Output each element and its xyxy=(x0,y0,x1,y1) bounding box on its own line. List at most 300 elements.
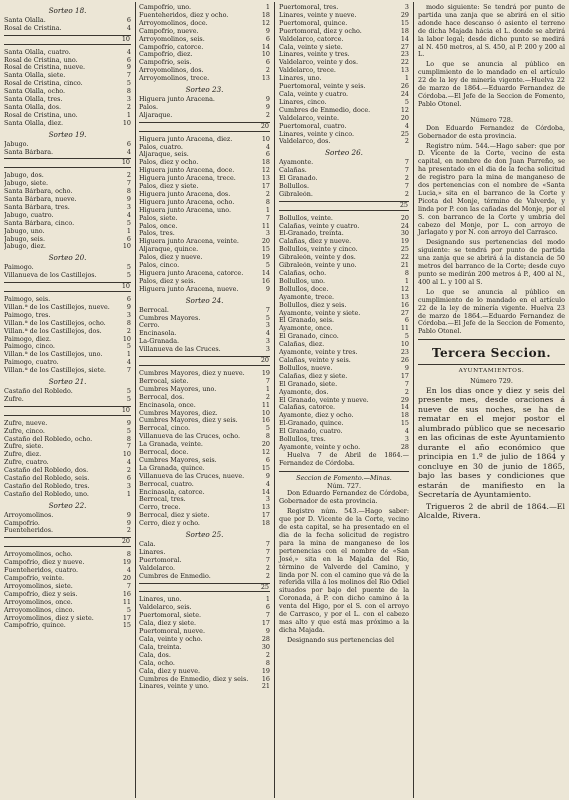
entry-number: 17 xyxy=(261,512,270,520)
entry-name: Aljaraque. xyxy=(139,111,173,119)
entry-name: Linares, veinte y tres. xyxy=(279,51,350,59)
entry-name: Arroyomolinos. xyxy=(4,511,54,519)
entry-number: 6 xyxy=(126,140,131,148)
paragraph: Registro núm. 543.—Hago saber: que por D. Vicente de la Corte, vecino de esta capital, se ha presentado en el dia de la fecha solicitud de registro para la mina de manganeso de los pertenencias con el nombre de «San José,» sita en la Majada del Rio, término de Valverde del Camino, y linda por N. con el camino que vá de la referida villa á los molinos del Rio Odiel situados por bajo del puente de la Coronada, á P. con dicho camino á la venta del Higo, por el S. con el arroyo de Carrasco, y por el L. con el cabezo mas alto y que está mas próximo a la dicha Majada. xyxy=(279,507,409,634)
entry-name: Zufre, diez. xyxy=(4,451,42,459)
entry-name: Gibraleón, veinte y dos. xyxy=(279,254,356,262)
entry-number: 10 xyxy=(261,51,270,59)
paragraph: Designando sus pertenencias del xyxy=(287,635,394,644)
list-item xyxy=(139,159,270,167)
entry-number: 30 xyxy=(261,643,270,651)
entry-number: 15 xyxy=(261,464,270,472)
list-item xyxy=(139,346,270,354)
sorteo-total xyxy=(4,537,131,547)
entry-number: 1 xyxy=(265,4,270,11)
entry-name: Villan.ª de los Castillejos, dos. xyxy=(4,327,102,335)
column-divider xyxy=(135,2,136,798)
entry-number: 5 xyxy=(126,272,131,280)
list-item xyxy=(139,175,270,183)
entry-name: Cala, treinta. xyxy=(139,643,182,651)
entry-name: El Granado, siete. xyxy=(279,380,338,388)
sorteo-total xyxy=(4,158,131,168)
entry-name: Linares, veinte y nueve. xyxy=(279,11,357,19)
entry-name: Ayamonte, veinte y ocho. xyxy=(279,443,361,451)
entry-number: 15 xyxy=(400,420,409,428)
entry-number: 3 xyxy=(265,496,270,504)
list-item xyxy=(139,191,270,199)
entry-number: 1 xyxy=(126,111,131,119)
entry-name: Rosal de Cristina, uno. xyxy=(4,111,78,119)
total-number: 25 xyxy=(260,582,269,591)
entry-name: Valdelarco, catorce. xyxy=(279,35,344,43)
sorteo-heading: Sorteo 21. xyxy=(48,377,87,387)
entry-number: 8 xyxy=(265,433,270,441)
entry-name: Cala, ocho. xyxy=(139,659,175,667)
entry-number: 27 xyxy=(400,309,409,317)
entry-name: Santa Olalla, ocho. xyxy=(4,88,66,96)
list-item xyxy=(139,144,270,152)
list-item xyxy=(139,596,270,604)
sorteo-heading: Sorteo 18. xyxy=(48,6,87,15)
entry-name: Aljaraque, quince. xyxy=(139,246,199,254)
entry-number: 4 xyxy=(404,428,409,436)
entry-number: 18 xyxy=(261,11,270,19)
column-divider xyxy=(413,2,414,798)
entry-number: 7 xyxy=(265,214,270,222)
list-item xyxy=(279,286,409,294)
column-divider xyxy=(274,2,275,798)
entry-name: Puertomoral, siete. xyxy=(139,612,202,620)
entry-name: Bollullos. xyxy=(279,182,309,190)
entry-name: Cumbres Mayores, diez y nueve. xyxy=(139,369,245,377)
entry-name: Paimogo, cuatro. xyxy=(4,359,59,367)
list-item xyxy=(139,96,270,104)
entry-name: Encinasola, catorce. xyxy=(139,488,205,496)
entry-name: Encinasola. xyxy=(139,330,177,338)
entry-name: Santa Bárbara, ocho. xyxy=(4,188,73,196)
sorteo-total xyxy=(4,35,131,45)
entry-name: Berrocal, siete. xyxy=(139,377,189,385)
list-item xyxy=(4,367,131,375)
entry-number: 17 xyxy=(261,183,270,191)
list-item xyxy=(279,138,409,146)
sorteo-total xyxy=(279,201,409,211)
entry-number: 14 xyxy=(261,270,270,277)
entry-number: 2 xyxy=(404,138,409,146)
entry-name: Higuera junto Aracena, veinte. xyxy=(139,238,239,246)
entry-number: 2 xyxy=(265,651,270,659)
list-item xyxy=(4,527,131,535)
paragraph: En los dias once y diez y seis del presente mes, desde oraciones á nueve de sus noches, se ha de rematar en el mejor postor el alumbrado público que se necesario en las oficinas de este Ayuntamiento durante el año económico que principia en 1.º de julio de 1864 y concluye en 30 de junio de 1865, bajo las bases y condiciones que estarán de manifiesto en la Secretaría de Ayuntamiento. xyxy=(418,385,565,500)
entry-number: 24 xyxy=(400,222,409,230)
entry-name: Villanueva de las Cruces, nueve. xyxy=(139,472,245,480)
list-item xyxy=(139,246,270,254)
entry-name: Puertomoral, quince. xyxy=(279,19,348,27)
list-item xyxy=(139,330,270,338)
entry-number: 23 xyxy=(400,51,409,59)
entry-name: Linares, uno. xyxy=(279,75,322,83)
list-item xyxy=(139,207,270,215)
entry-number: 10 xyxy=(122,451,131,459)
list-item xyxy=(279,397,409,405)
entry-name: Villan.ª de los Castillejos, nueve. xyxy=(4,303,110,311)
entry-number: 15 xyxy=(261,246,270,254)
list-item xyxy=(4,212,131,220)
entry-number: 7 xyxy=(404,159,409,167)
list-item xyxy=(279,310,409,318)
entry-name: Berrocal, dos. xyxy=(139,393,185,401)
list-item xyxy=(279,36,409,44)
entry-name: Cala, veinte y cuatro. xyxy=(279,90,349,98)
list-item xyxy=(279,67,409,75)
entry-name: Jabugo, dos. xyxy=(4,172,44,180)
entry-name: Santa Olalla, tres. xyxy=(4,96,63,104)
list-item xyxy=(139,67,270,75)
sorteo-heading: Sorteo 22. xyxy=(48,500,87,510)
entry-name: Castaño del Robledo, uno. xyxy=(4,490,89,498)
total-number: 25 xyxy=(399,200,408,209)
entry-name: Fuenteheridos, diez y ocho. xyxy=(139,11,229,19)
entry-name: Arroyomolinos, dos. xyxy=(139,67,204,75)
list-item xyxy=(4,220,131,228)
entry-name: Cerro, trece. xyxy=(139,504,181,512)
list-item xyxy=(279,341,409,349)
entry-number: 21 xyxy=(400,262,409,270)
entry-name: Higuera junto Aracena, trece. xyxy=(139,175,236,183)
entry-number: 14 xyxy=(261,488,270,496)
list-item xyxy=(139,322,270,330)
list-item xyxy=(4,567,131,575)
entry-name: Ayamonte. xyxy=(279,159,314,167)
entry-number: 5 xyxy=(126,395,131,403)
list-item xyxy=(4,264,131,272)
entry-name: Higuera junto Aracena, doce. xyxy=(139,167,235,175)
entry-number: 26 xyxy=(400,83,409,91)
entry-number: 4 xyxy=(126,48,131,56)
list-item xyxy=(139,417,270,425)
list-item xyxy=(4,328,131,336)
entry-name: Puertomoral, nueve. xyxy=(139,628,205,636)
list-item xyxy=(4,80,131,88)
entry-name: Calañas, diez. xyxy=(279,341,325,349)
entry-name: La Granada, quince. xyxy=(139,464,205,472)
entry-name: Zufre, siete. xyxy=(4,443,44,451)
entry-number: 16 xyxy=(400,301,409,309)
sorteo-total xyxy=(4,406,131,416)
list-item xyxy=(279,262,409,270)
list-item xyxy=(279,238,409,246)
entry-number: 4 xyxy=(126,567,131,575)
list-item xyxy=(4,25,131,33)
entry-number: 8 xyxy=(404,270,409,277)
entry-number: 14 xyxy=(400,35,409,43)
entry-name: Villanueva de los Castillejos. xyxy=(4,272,97,280)
entry-number: 19 xyxy=(122,559,131,567)
list-item xyxy=(139,199,270,207)
list-item xyxy=(4,96,131,104)
entry-name: Arroyomolinos, seis. xyxy=(139,35,205,43)
list-item xyxy=(139,565,270,573)
list-item xyxy=(4,351,131,359)
entry-name: Bollullos, veinte. xyxy=(279,214,333,222)
list-item xyxy=(4,243,131,251)
entry-name: Castaño del Robledo, tres. xyxy=(4,482,90,490)
list-item xyxy=(279,175,409,183)
entry-number: 6 xyxy=(404,317,409,325)
entry-name: Valdelarco. xyxy=(139,564,176,572)
entry-number: 9 xyxy=(265,95,270,103)
list-item xyxy=(139,4,270,12)
entry-name: Rosal de Cristina, nueve. xyxy=(4,64,86,72)
entry-number: 11 xyxy=(400,325,409,333)
entry-name: Paimogo, seis. xyxy=(4,296,51,303)
entry-number: 20 xyxy=(122,575,131,582)
entry-name: Castaño del Robledo. xyxy=(4,387,73,395)
entry-name: Palos, once. xyxy=(139,222,178,230)
list-item xyxy=(139,620,270,628)
entry-number: 3 xyxy=(265,322,270,330)
entry-number: 22 xyxy=(400,59,409,67)
entry-name: Valdelarco, seis. xyxy=(139,604,192,612)
entry-number: 5 xyxy=(126,264,131,272)
list-item xyxy=(139,449,270,457)
entry-number: 7 xyxy=(404,167,409,175)
entry-name: Rosal de Cristina. xyxy=(4,24,62,32)
entry-number: 7 xyxy=(265,612,270,620)
entry-number: 4 xyxy=(265,143,270,151)
total-number: 10 xyxy=(121,282,130,291)
entry-name: Palos, tres. xyxy=(139,230,175,238)
entry-number: 6 xyxy=(126,235,131,243)
entry-name: Puertomoral, veinte y seis. xyxy=(279,83,366,91)
entry-name: Cala. xyxy=(139,541,156,548)
entry-number: 1 xyxy=(265,596,270,604)
entry-number: 13 xyxy=(400,67,409,75)
list-item xyxy=(4,396,131,404)
list-item xyxy=(279,373,409,381)
entry-name: Calañas, ocho. xyxy=(279,270,327,277)
list-item xyxy=(139,612,270,620)
entry-name: El-Granado, treinta. xyxy=(279,230,344,238)
entry-name: Berrocal, cinco. xyxy=(139,425,191,433)
entry-number: 9 xyxy=(126,196,131,204)
entry-name: Campofrío, quince. xyxy=(4,622,66,630)
entry-name: Zufre. xyxy=(4,395,24,403)
entry-number: 19 xyxy=(261,254,270,262)
list-item xyxy=(139,51,270,59)
entry-number: 27 xyxy=(400,43,409,51)
entry-number: 9 xyxy=(265,103,270,111)
list-item xyxy=(279,91,409,99)
entry-name: Valdelarco, dos. xyxy=(279,138,331,146)
entry-number: 8 xyxy=(126,551,131,559)
entry-name: Arroyomolinos, trece. xyxy=(139,75,210,83)
entry-name: Rosal de Cristina, cinco. xyxy=(4,80,83,88)
sorteo-total xyxy=(4,282,131,292)
entry-number: 26 xyxy=(400,356,409,364)
entry-number: 8 xyxy=(126,435,131,443)
entry-number: 20 xyxy=(400,214,409,222)
entry-number: 5 xyxy=(126,606,131,614)
list-item xyxy=(139,215,270,223)
column-3 xyxy=(279,4,409,647)
list-item xyxy=(4,236,131,244)
list-item xyxy=(4,104,131,112)
list-item xyxy=(139,481,270,489)
entry-number: 19 xyxy=(400,238,409,246)
total-number: 20 xyxy=(260,121,269,130)
list-item xyxy=(4,512,131,520)
entry-number: 1 xyxy=(126,351,131,359)
entry-name: Palos. xyxy=(139,103,159,111)
entry-name: Calañas, diez y siete. xyxy=(279,372,348,380)
entry-number: 2 xyxy=(126,467,131,475)
entry-number: 7 xyxy=(404,380,409,388)
list-item xyxy=(4,49,131,57)
entry-name: Santa Bárbara. xyxy=(4,148,54,156)
entry-name: Cumbres de Enmedio, diez y seis. xyxy=(139,675,249,683)
list-item xyxy=(4,420,131,428)
entry-number: 19 xyxy=(261,667,270,675)
entry-number: 8 xyxy=(126,319,131,327)
list-item xyxy=(279,404,409,412)
list-item xyxy=(4,551,131,559)
entry-number: 7 xyxy=(265,556,270,564)
entry-name: Palos, siete. xyxy=(139,214,178,222)
sorteo-heading: Sorteo 26. xyxy=(325,148,363,158)
list-item xyxy=(279,294,409,302)
list-item xyxy=(139,238,270,246)
list-item xyxy=(279,230,409,238)
entry-number: 23 xyxy=(400,349,409,357)
entry-number: 9 xyxy=(126,303,131,311)
list-item xyxy=(4,615,131,623)
entry-name: Bollullos, veinte y cinco. xyxy=(279,246,358,254)
entry-name: Encinasola, once. xyxy=(139,401,196,409)
entry-number: 8 xyxy=(265,659,270,667)
entry-name: Zufre, cuatro. xyxy=(4,459,49,467)
entry-name: Gibraleón, veinte y uno. xyxy=(279,262,357,270)
list-item xyxy=(279,270,409,278)
entry-number: 3 xyxy=(265,346,270,354)
list-item xyxy=(139,676,270,684)
entry-name: Bollullos, doce. xyxy=(279,285,329,293)
list-item xyxy=(4,188,131,196)
entry-number: 2 xyxy=(265,190,270,198)
list-item xyxy=(139,386,270,394)
entry-name: Puertomoral. xyxy=(139,556,182,564)
entry-number: 9 xyxy=(126,419,131,427)
entry-number: 17 xyxy=(122,614,131,622)
list-item xyxy=(139,151,270,159)
entry-name: El Granado, seis. xyxy=(279,317,335,325)
section-heading: Seccion de Fomento.—Minas. xyxy=(296,473,392,482)
list-item xyxy=(4,296,131,304)
column-2 xyxy=(139,4,270,691)
entry-name: Bollullos, tres. xyxy=(279,436,326,444)
entry-name: Berrocal, doce. xyxy=(139,449,189,457)
entry-name: Cerro. xyxy=(139,322,160,330)
entry-name: Campofrío, uno. xyxy=(139,4,192,11)
entry-number: 14 xyxy=(400,404,409,412)
entry-number: 7 xyxy=(126,582,131,590)
entry-name: Cala, dos. xyxy=(139,651,171,659)
paragraph: modo siguiente: Se tendrá por punto de partida una zanja que se abrirá en el sitio adonde hace descanso ó asiento el terreno de dicha Majada hácia el L. donde se abrirá la labor legal; desde dicho punto se medirá al N. 450 metros, al S. 450, al P. 200 y 200 al L. xyxy=(418,3,565,59)
entry-name: Bollullos, uno. xyxy=(279,277,326,285)
total-number: 10 xyxy=(121,158,130,167)
list-item xyxy=(279,365,409,373)
entry-number: 5 xyxy=(126,343,131,351)
list-item xyxy=(279,99,409,107)
entry-name: Campofrío, diez y seis. xyxy=(4,590,78,598)
entry-number: 30 xyxy=(400,230,409,238)
entry-name: Cumbres de Enmedio, doce. xyxy=(279,106,371,114)
list-item xyxy=(139,668,270,676)
column-1 xyxy=(4,4,131,630)
entry-number: 7 xyxy=(265,377,270,385)
entry-name: Calañas, diez y nueve. xyxy=(279,238,352,246)
entry-number: 6 xyxy=(126,475,131,483)
entry-name: Higuera junto Aracena, ocho. xyxy=(139,198,235,206)
entry-number: 5 xyxy=(265,262,270,270)
entry-number: 18 xyxy=(400,412,409,420)
entry-name: El Granado, cuatro. xyxy=(279,428,343,436)
list-item xyxy=(279,246,409,254)
entry-number: 24 xyxy=(400,90,409,98)
list-item xyxy=(4,459,131,467)
list-item xyxy=(139,338,270,346)
list-item xyxy=(139,557,270,565)
list-item xyxy=(139,402,270,410)
list-item xyxy=(139,473,270,481)
entry-number: 6 xyxy=(126,16,131,24)
entry-number: 3 xyxy=(126,96,131,104)
list-item xyxy=(139,489,270,497)
sorteo-total xyxy=(139,583,270,593)
list-item xyxy=(4,583,131,591)
entry-number: 9 xyxy=(265,472,270,480)
entry-number: 3 xyxy=(126,203,131,211)
entry-number: 19 xyxy=(261,369,270,377)
entry-name: Arroyomolinos, siete. xyxy=(4,582,73,590)
list-item xyxy=(4,64,131,72)
list-item xyxy=(279,357,409,365)
entry-number: 22 xyxy=(400,254,409,262)
entry-name: Villan.ª de los Castillejos, ocho. xyxy=(4,319,106,327)
list-item xyxy=(139,112,270,120)
entry-name: Castaño del Robledo, seis. xyxy=(4,475,90,483)
list-item xyxy=(139,59,270,67)
entry-name: Paimogo, cinco. xyxy=(4,343,55,351)
entry-name: Zufre, cinco. xyxy=(4,427,45,435)
entry-number: 10 xyxy=(122,119,131,127)
entry-number: 13 xyxy=(261,175,270,183)
entry-number: 2 xyxy=(126,103,131,111)
entry-name: Aljaraque, seis. xyxy=(139,151,189,159)
list-item xyxy=(139,75,270,83)
entry-number: 4 xyxy=(404,122,409,130)
entry-number: 7 xyxy=(265,541,270,548)
list-item xyxy=(279,317,409,325)
list-item xyxy=(4,312,131,320)
entry-number: 1 xyxy=(404,75,409,83)
list-item xyxy=(139,628,270,636)
entry-number: 6 xyxy=(265,35,270,43)
entry-number: 18 xyxy=(261,520,270,528)
entry-number: 1 xyxy=(265,206,270,214)
entry-number: 17 xyxy=(261,620,270,628)
list-item xyxy=(4,180,131,188)
